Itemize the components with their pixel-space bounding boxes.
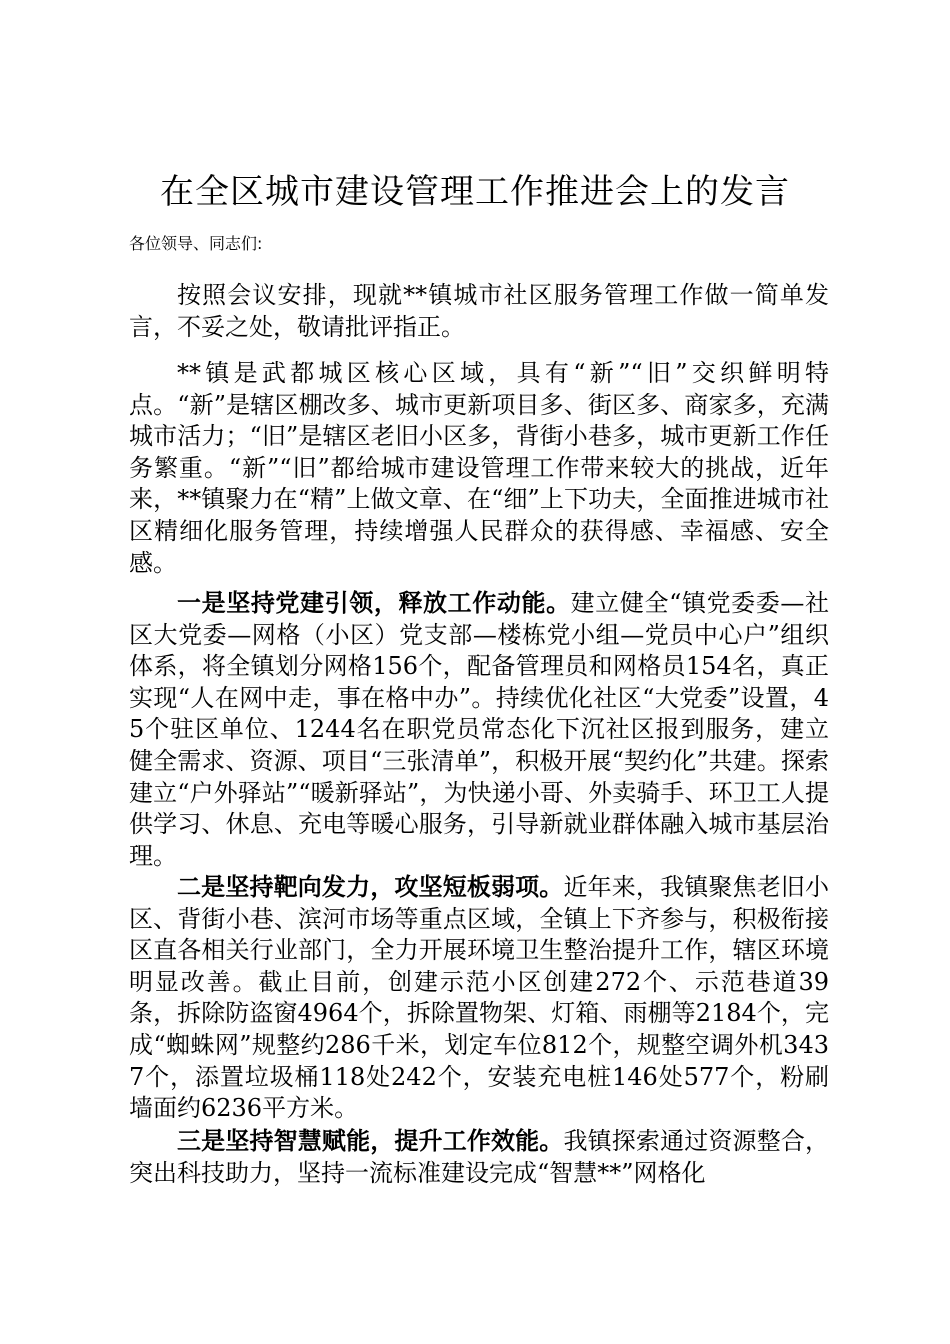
paragraph-text: 我镇探索通过资源整合，突出科技助力，坚持一流标准建设完成“智慧**”网格化: [129, 1127, 829, 1187]
paragraph-lead: 二是坚持靶向发力，攻坚短板弱项。: [177, 872, 564, 901]
paragraph-point-three: [129, 1125, 829, 1187]
paragraph-intro: [129, 280, 829, 343]
paragraph-point-one: [129, 587, 829, 872]
paragraph-background: [129, 358, 829, 579]
paragraph-text: 建立健全“镇党委委—社区大党委—网格（小区）党支部—楼栋党小组—党员中心户”组织体系，将全镇划分网格156个，配备管理员和网格员154名，真正实现“人在网中走，事在格中办”。持续优化社区“大党委”设置，45个驻区单位、1244名在职党员常态化下沉社区报到服务，建立健全需求、资源、项目“三张清单”，积极开展“契约化”共建。探索建立“户外驿站”“暖新驿站”，为快递小哥、外卖骑手、环卫工人提供学习、休息、充电等暖心服务，引导新就业群体融入城市基层治理。: [129, 589, 829, 870]
paragraph-text: **镇是武都城区核心区域，具有“新”“旧”交织鲜明特点。“新”是辖区棚改多、城市更新项目多、街区多、商家多，充满城市活力；“旧”是辖区老旧小区多，背街小巷多，城市更新工作任务繁重。“新”“旧”都给城市建设管理工作带来较大的挑战，近年来，**镇聚力在“精”上做文章、在“细”上下功夫，全面推进城市社区精细化服务管理，持续增强人民群众的获得感、幸福感、安全感。: [129, 359, 829, 577]
paragraph-text: 近年来，我镇聚焦老旧小区、背街小巷、滨河市场等重点区域，全镇上下齐参与，积极衔接区直各相关行业部门，全力开展环境卫生整治提升工作，辖区环境明显改善。截止目前，创建示范小区创建272个、示范巷道39条，拆除防盗窗4964个，拆除置物架、灯箱、雨棚等2184个，完成“蜘蛛网”规整约286千米，划定车位812个，规整空调外机3437个，添置垃圾桶118处242个，安装充电桩146处577个，粉刷墙面约6236平方米。: [129, 873, 830, 1123]
salutation: 各位领导、同志们:: [129, 234, 263, 253]
paragraph-lead: 三是坚持智慧赋能，提升工作效能。: [177, 1126, 564, 1155]
paragraph-point-two: [129, 871, 829, 1125]
paragraph-lead: 一是坚持党建引领，释放工作动能。: [177, 588, 571, 617]
paragraph-text: 按照会议安排，现就**镇城市社区服务管理工作做一简单发言，不妥之处，敬请批评指正。: [129, 281, 829, 341]
document-title: 在全区城市建设管理工作推进会上的发言: [160, 172, 790, 212]
